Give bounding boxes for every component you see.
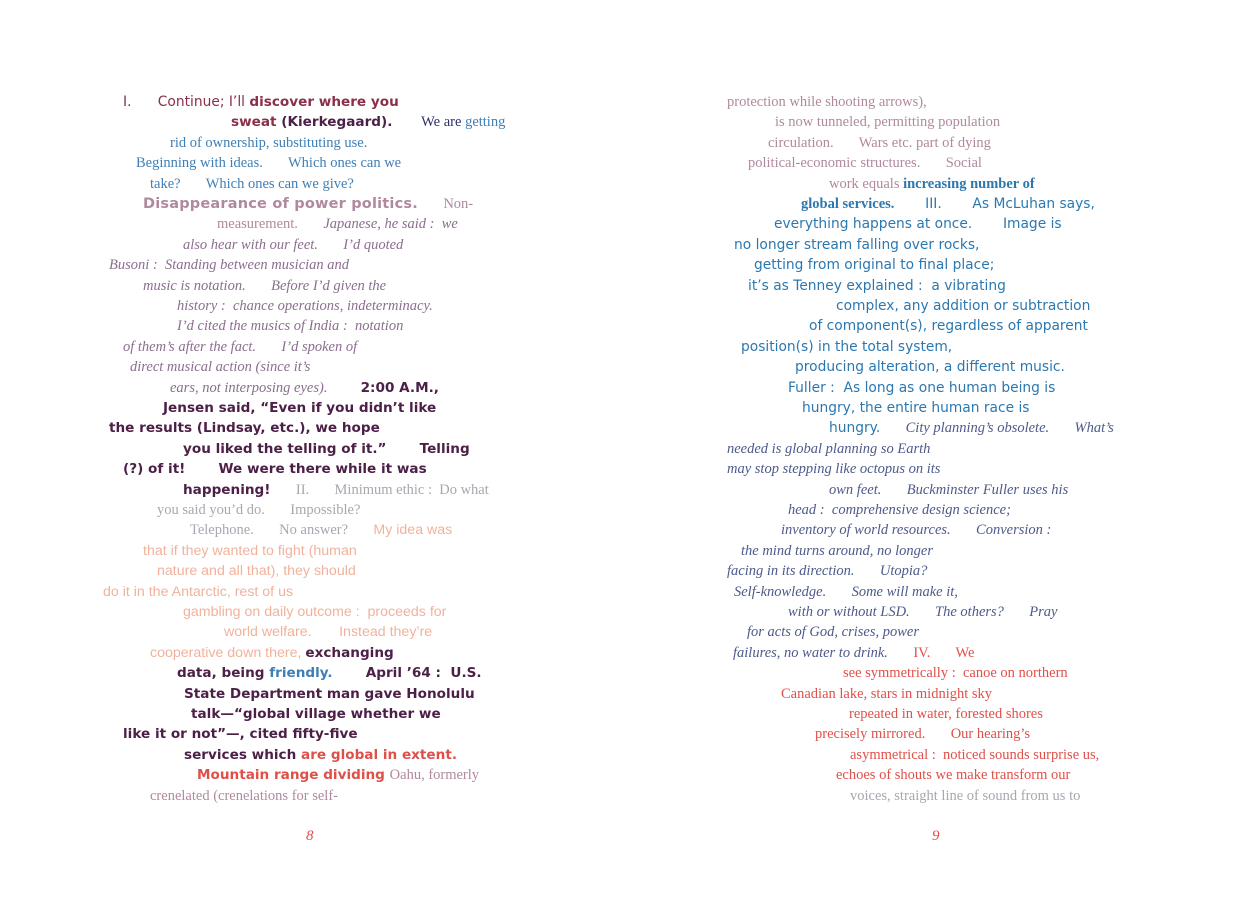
text-line (727, 439, 930, 459)
text-segment: City planning’s obsolete. What’s (880, 420, 1114, 437)
text-segment: is now tunneled, permitting population (775, 114, 1001, 131)
text-line (836, 296, 1090, 316)
text-line (157, 561, 356, 581)
text-line (217, 214, 458, 234)
text-segment: everything happens at once. Image is (774, 216, 1062, 233)
text-segment: you liked the telling of it.” Telling (183, 440, 470, 457)
text-line (747, 622, 919, 642)
text-segment: crenelated (crenelations for self- (150, 787, 338, 804)
text-segment: asymmetrical : noticed sounds surprise us, (850, 746, 1100, 763)
text-line (788, 378, 1055, 398)
text-line (197, 765, 479, 785)
text-segment: no longer stream falling over rocks, (734, 236, 980, 253)
text-line (123, 724, 358, 744)
text-segment: producing alteration, a different music. (795, 359, 1065, 376)
text-segment: hungry, the entire human race is (802, 400, 1030, 416)
text-segment: April ’64 : U.S. (332, 665, 482, 682)
text-line (748, 153, 982, 173)
text-line (183, 439, 470, 459)
text-line (850, 745, 1099, 765)
page-number: 9 (932, 828, 940, 844)
text-segment: 2:00 A.M., (327, 379, 439, 396)
text-segment: take? Which ones can we give? (150, 175, 354, 192)
text-segment: I’ll (228, 94, 250, 110)
text-line (150, 643, 394, 663)
text-segment: with or without LSD. The others? Pray (788, 604, 1058, 620)
text-line (795, 357, 1065, 377)
text-segment: getting from original to final place; (754, 257, 995, 274)
text-line (184, 745, 457, 765)
text-line (781, 684, 992, 704)
text-segment: history : chance operations, indeterminacy. (177, 298, 433, 314)
text-line (170, 378, 439, 398)
text-segment: measurement. (217, 216, 324, 233)
text-segment: Self-knowledge. Some will make it, (734, 583, 958, 600)
text-segment: Telephone. No answer? (190, 522, 374, 539)
text-line (157, 500, 360, 520)
text-segment: global services. (801, 196, 895, 212)
text-segment: Beginning with ideas. Which ones can we (136, 155, 402, 172)
text-segment: see symmetrically : canoe on northern (843, 665, 1068, 682)
text-segment: exchanging (305, 644, 394, 661)
text-segment: Non- (417, 196, 474, 212)
text-line (123, 459, 427, 479)
text-line (224, 622, 432, 642)
text-segment: inventory of world resources. Conversion : (781, 522, 1052, 539)
text-segment: of them’s after the fact. I’d spoken of (123, 338, 358, 355)
text-segment: Fuller : As long as one human being is (788, 379, 1056, 396)
text-line (123, 92, 399, 112)
text-segment: echoes of shouts we make transform our (836, 767, 1071, 784)
text-line (774, 214, 1062, 234)
text-line (849, 704, 1043, 724)
right-page (625, 0, 1250, 897)
text-segment: are global in extent. (301, 746, 457, 763)
text-line (109, 418, 380, 438)
text-line (130, 357, 310, 377)
text-segment: State Department man gave Honolulu (184, 685, 475, 702)
text-segment: II. Minimum ethic : Do what (270, 481, 489, 498)
text-segment: rid of ownership, substituting use. (170, 134, 368, 151)
text-line (733, 643, 974, 663)
text-line (136, 153, 401, 173)
text-line (183, 235, 403, 255)
text-line (727, 561, 927, 581)
text-segment: friendly. (269, 665, 333, 682)
text-segment: (?) of it! We were there while it was (123, 461, 427, 478)
text-segment: increasing number of (903, 175, 1035, 192)
text-line (109, 255, 349, 275)
text-segment: discover where you (249, 94, 399, 110)
text-line (788, 500, 1011, 520)
text-segment: head : comprehensive design science; (788, 502, 1011, 518)
text-segment: failures, no water to drink. (733, 644, 888, 661)
text-segment: getting (465, 114, 506, 131)
text-segment: (Kierkegaard). (281, 114, 393, 131)
text-segment: precisely mirrored. Our hearing’s (815, 726, 1031, 743)
text-line (727, 459, 940, 479)
text-segment: I. (123, 94, 132, 110)
text-segment: that if they wanted to fight (human (143, 542, 357, 559)
text-segment: the mind turns around, no longer (741, 542, 933, 559)
text-segment: Mountain range dividing (197, 767, 390, 784)
text-segment: cooperative down there, (150, 644, 306, 661)
text-line (183, 602, 446, 622)
text-segment: I’d cited the musics of India : notation (177, 318, 404, 335)
text-segment: music is notation. Before I’d given the (143, 277, 387, 294)
text-line (748, 276, 1006, 296)
text-line (191, 704, 441, 724)
text-segment: the results (Lindsay, etc.), we hope (109, 420, 380, 437)
text-line (103, 582, 293, 602)
text-line (177, 663, 482, 683)
text-segment: facing in its direction. Utopia? (727, 563, 928, 580)
text-line (177, 296, 433, 316)
text-segment: it’s as Tenney explained : a vibrating (748, 277, 1006, 294)
page-number: 8 (306, 828, 314, 844)
text-segment: Jensen said, “Even if you didn’t like (163, 400, 437, 416)
text-line (734, 235, 979, 255)
text-line (143, 541, 357, 561)
text-line (768, 133, 991, 153)
text-line (829, 418, 1114, 438)
text-line (183, 480, 489, 500)
text-segment: direct musical action (since it’s (130, 359, 311, 376)
text-line (802, 398, 1029, 418)
text-line (754, 255, 994, 275)
text-segment: political-economic structures. Social (748, 155, 982, 172)
text-segment: do it in the Antarctic, rest of us (103, 583, 294, 600)
text-segment: complex, any addition or subtraction (836, 298, 1091, 314)
text-line (801, 194, 1095, 214)
text-segment: ears, not interposing eyes). (170, 379, 328, 396)
text-line (163, 398, 436, 418)
text-segment: protection while shooting arrows), (727, 94, 927, 110)
text-segment: nature and all that), they should (157, 563, 356, 580)
text-line (836, 765, 1070, 785)
text-segment: also hear with our feet. I’d quoted (183, 236, 404, 253)
text-line (143, 276, 386, 296)
text-segment: Disappearance of power politics. (143, 196, 418, 212)
text-segment: repeated in water, forested shores (849, 706, 1043, 722)
text-segment: Japanese, he said : we (323, 216, 458, 233)
text-line (734, 582, 958, 602)
text-segment: work equals (829, 175, 904, 192)
text-segment: Continue; (131, 94, 229, 110)
text-segment: own feet. Buckminster Fuller uses his (829, 481, 1069, 498)
text-line (741, 541, 933, 561)
text-line (727, 92, 927, 112)
text-segment: sweat (231, 114, 282, 131)
text-line (170, 133, 367, 153)
text-line (775, 112, 1000, 132)
text-segment: happening! (183, 481, 271, 498)
text-segment: like it or not”—, cited fifty-five (123, 726, 358, 743)
text-segment: Canadian lake, stars in midnight sky (781, 685, 993, 702)
text-segment: needed is global planning so Earth (727, 440, 931, 457)
text-line (184, 684, 475, 704)
text-line (809, 316, 1088, 336)
text-line (123, 337, 357, 357)
text-segment: IV. We (887, 644, 975, 661)
text-segment: you said you’d do. Impossible? (157, 502, 361, 518)
text-line (741, 337, 952, 357)
text-line (231, 112, 505, 132)
text-segment: world welfare. Instead they’re (224, 624, 433, 641)
text-line (829, 174, 1035, 194)
text-segment: Oahu, formerly (389, 767, 480, 784)
text-line (150, 174, 354, 194)
text-segment: circulation. Wars etc. part of dying (768, 134, 991, 151)
text-segment: hungry. (829, 420, 881, 437)
text-line (843, 663, 1068, 683)
text-line (177, 316, 403, 336)
text-segment: My idea was (373, 522, 453, 539)
text-line (850, 786, 1080, 806)
text-segment: services which (184, 746, 302, 763)
text-segment: position(s) in the total system, (741, 338, 953, 355)
text-segment: III. As McLuhan says, (894, 196, 1095, 212)
text-line (829, 480, 1068, 500)
text-segment: of component(s), regardless of apparent (809, 318, 1088, 335)
text-line (788, 602, 1057, 622)
text-segment: We are (392, 114, 466, 131)
text-segment: gambling on daily outcome : proceeds for (183, 604, 447, 620)
text-line (781, 520, 1051, 540)
text-segment: Busoni : Standing between musician and (109, 257, 350, 274)
text-segment: data, being (177, 665, 270, 682)
text-segment: for acts of God, crises, power (747, 624, 919, 641)
text-segment: talk—“global village whether we (191, 706, 441, 722)
text-segment: may stop stepping like octopus on its (727, 461, 941, 478)
text-line (150, 786, 338, 806)
text-line (143, 194, 473, 214)
text-line (190, 520, 452, 540)
text-line (815, 724, 1030, 744)
text-segment: voices, straight line of sound from us to (850, 787, 1081, 804)
